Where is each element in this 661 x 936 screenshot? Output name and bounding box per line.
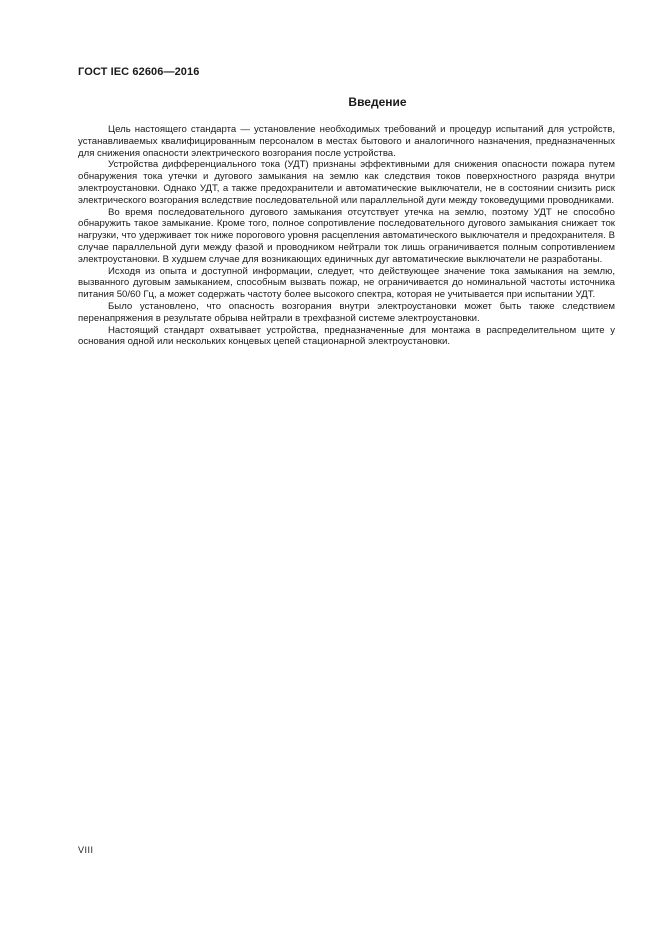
document-header: ГОСТ IEC 62606—2016 bbox=[78, 66, 200, 78]
paragraph: Исходя из опыта и доступной информации, следует, что действующее значение тока замыкания на землю, вызванного дуговым замыканием, способным вызвать пожар, не ограничивается до номинальной частоты источника питания 50/60 Гц, а может содержать частоту более высокого спектра, которая не учитывается при испытании УДТ. bbox=[78, 265, 615, 301]
body-text bbox=[78, 124, 615, 348]
paragraph: Было установлено, что опасность возгорания внутри электроустановки может быть также следствием перенапряжения в результате обрыва нейтрали в трехфазной системе электроустановки. bbox=[78, 300, 615, 324]
paragraph: Устройства дифференциального тока (УДТ) признаны эффективными для снижения опасности пожара путем обнаружения тока утечки и дугового замыкания на землю как следствия токов поверхностного разряда внутри электроустановки. Однако УДТ, а также предохранители и автоматические выключатели, не в состоянии снизить риск электрического возгорания вследствие последовательной или параллельной дуги между токоведущими проводниками. bbox=[78, 159, 615, 206]
paragraph: Настоящий стандарт охватывает устройства, предназначенные для монтажа в распределительном щите у основания одной или нескольких концевых цепей стационарной электроустановки. bbox=[78, 324, 615, 348]
paragraph: Во время последовательного дугового замыкания отсутствует утечка на землю, поэтому УДТ не способно обнаружить такое замыкание. Кроме того, полное сопротивление последовательного дугового замыкания снижает ток нагрузки, что удерживает ток ниже порогового уровня расцепления автоматического выключателя и предохранителя. В случае параллельной дуги между фазой и проводником нейтрали ток лишь ограничивается полным сопротивлением электроустановки. В худшем случае для возникающих единичных дуг автоматические выключатели не разработаны. bbox=[78, 206, 615, 265]
page-number: VIII bbox=[78, 845, 94, 855]
section-title: Введение bbox=[348, 95, 407, 109]
paragraph: Цель настоящего стандарта — установление необходимых требований и процедур испытаний для устройств, устанавливаемых квалифицированным персоналом в местах бытового и аналогичного назначения, предназначенных для снижения опасности электрического возгорания после устройства. bbox=[78, 124, 615, 159]
